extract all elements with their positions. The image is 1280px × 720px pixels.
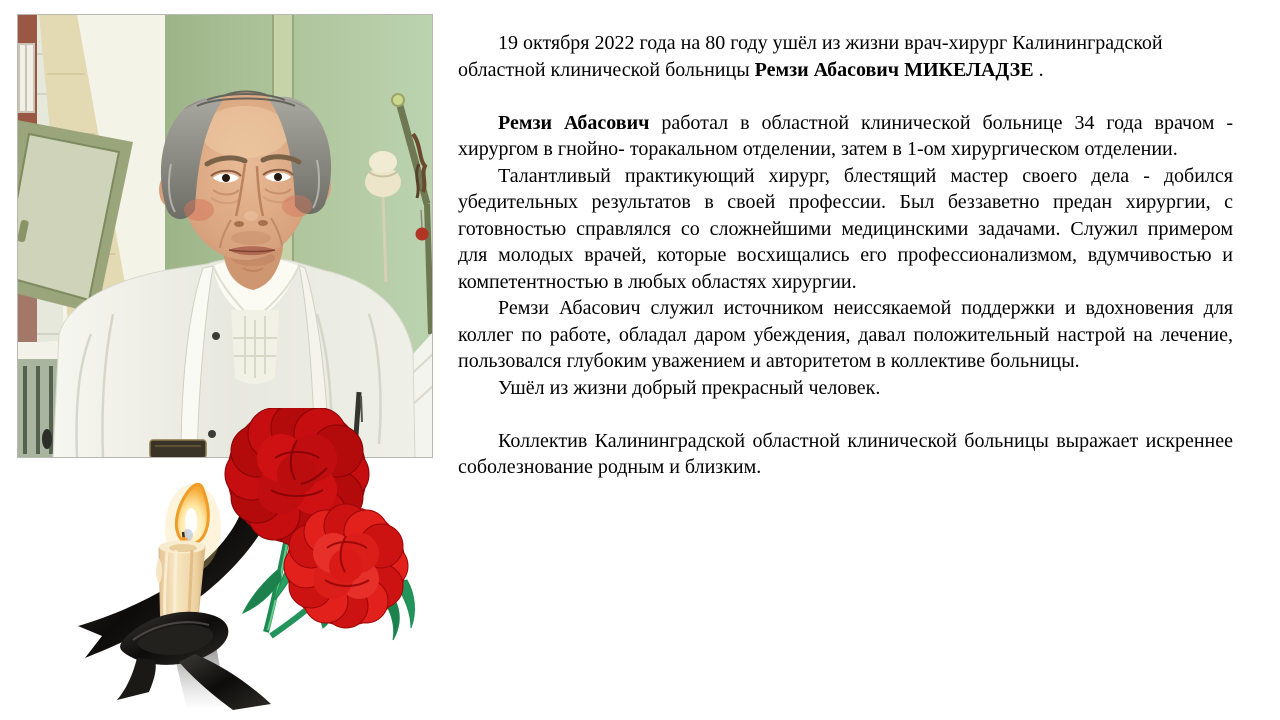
paragraph-text: Талантливый практикующий хирург, блестящий мастер своего дела - добился убедительных результатов в своей профессии. Был беззаветно предан хирургии, с готовностью справлялся со сложнейшими медицинскими задачами. Служил примером для молодых врачей, которые восхищались его профессионализмом, вдумчивостью и компетентностью в любых областях хирургии. (458, 164, 1233, 293)
portrait-photo (17, 14, 433, 458)
obituary-paragraph-1 (458, 30, 1233, 83)
obituary-paragraph-6 (458, 428, 1233, 481)
paragraph-text: Ремзи Абасович служил источником неиссякаемой поддержки и вдохновения для коллег по работе, обладал даром убеждения, давал положительный настрой на лечение, пользовался глубоким уважением и авторитетом в коллективе больницы. (458, 297, 1233, 372)
portrait-photo-svg (17, 14, 433, 458)
paragraph-text: Ушёл из жизни добрый прекрасный человек. (498, 376, 881, 399)
paragraph-text: . (1033, 58, 1044, 81)
obituary-paragraph-5 (458, 375, 1233, 402)
obituary-text (458, 30, 1233, 481)
paragraph-text: работал в областной клинической больнице 34 года врачом - хирургом в гнойно- торакальном отделении, затем в 1-ом хирургическом отделении. (458, 111, 1233, 160)
mourning-image-svg (75, 408, 425, 710)
deceased-name-bold: Ремзи Абасович МИКЕЛАДЗЕ (754, 58, 1034, 81)
red-ball (416, 228, 429, 241)
paragraph-text: Коллектив Калининградской областной клинической больницы выражает искреннее соболезнование родным и близким. (458, 429, 1233, 478)
mourning-image (75, 408, 425, 710)
obituary-paragraph-4 (458, 295, 1233, 375)
coat-snap-button (212, 332, 220, 340)
deceased-name-bold: Ремзи Абасович (498, 111, 650, 134)
paragraph-text: 19 октября 2022 года на 80 году ушёл из жизни врач-хирург Калининградской областной клинической больницы (458, 32, 1163, 81)
obituary-paragraph-2 (458, 110, 1233, 163)
obituary-paragraph-3 (458, 163, 1233, 296)
